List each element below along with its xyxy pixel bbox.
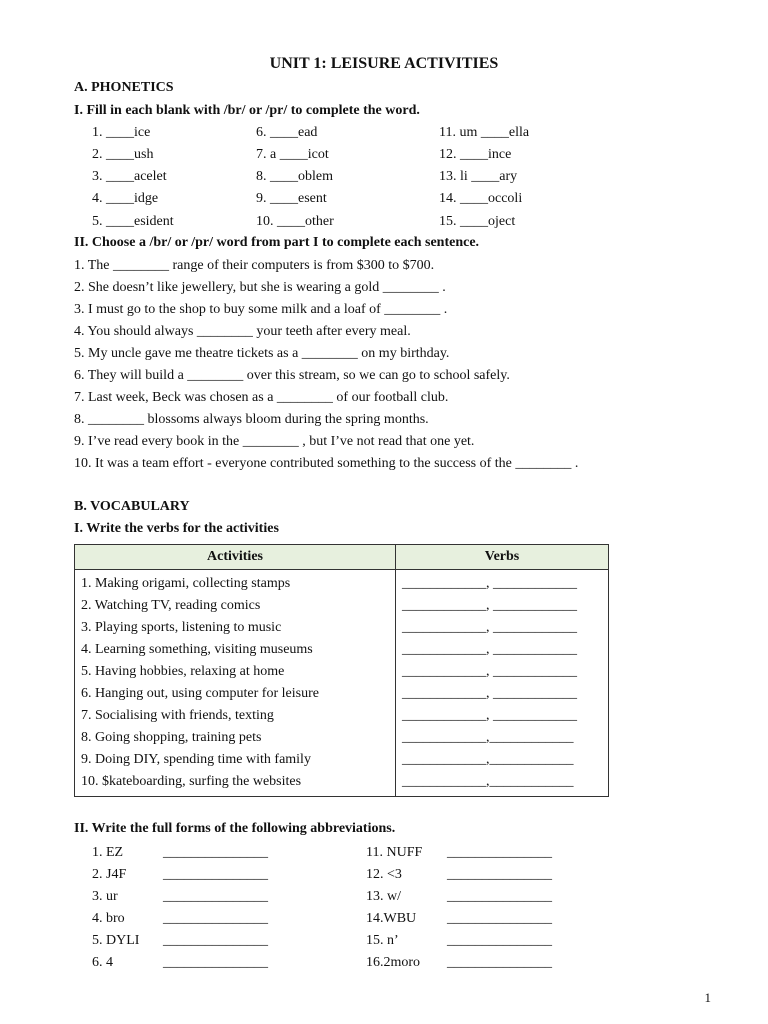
abbr-label: 14.WBU (366, 911, 417, 926)
activity-row: 7. Socialising with friends, texting (81, 708, 274, 723)
sentence: 1. The ________ range of their computers is from $300 to $700. (74, 258, 435, 273)
phonetics-item: 5. ____esident (92, 214, 174, 229)
abbr-blank: _______________ (447, 845, 552, 860)
verb-blank: ____________, ____________ (402, 620, 577, 635)
abbr-blank: _______________ (163, 933, 268, 948)
sentence: 6. They will build a ________ over this stream, so we can go to school safely. (74, 368, 510, 383)
phonetics-item: 12. ____ince (439, 147, 512, 162)
abbr-label: 16.2moro (366, 955, 421, 970)
activity-row: 10. $kateboarding, surfing the websites (81, 774, 302, 789)
phonetics-item: 15. ____oject (439, 214, 516, 229)
page-title: UNIT 1: LEISURE ACTIVITIES (269, 55, 499, 72)
activities-header: Activities (75, 545, 396, 570)
part2-instruction: II. Choose a /br/ or /pr/ word from part I to complete each sentence. (74, 235, 480, 250)
abbr-label: 13. w/ (366, 889, 401, 904)
phonetics-item: 9. ____esent (256, 191, 327, 206)
activity-row: 9. Doing DIY, spending time with family (81, 752, 311, 767)
verbs-cell (396, 570, 609, 797)
phonetics-item: 7. a ____icot (256, 147, 329, 162)
abbr-label: 12. <3 (366, 867, 402, 882)
activity-row: 2. Watching TV, reading comics (81, 598, 261, 613)
verbs-header: Verbs (396, 545, 609, 570)
phonetics-item: 1. ____ice (92, 125, 151, 140)
verb-blank: ____________, ____________ (402, 664, 577, 679)
sentence: 7. Last week, Beck was chosen as a ________ of our football club. (74, 390, 449, 405)
sentence: 5. My uncle gave me theatre tickets as a ________ on my birthday. (74, 346, 450, 361)
activity-row: 4. Learning something, visiting museums (81, 642, 313, 657)
verb-blank: ____________, ____________ (402, 642, 577, 657)
activities-cell (75, 570, 396, 797)
abbr-label: 5. DYLI (92, 933, 140, 948)
phonetics-item: 10. ____other (256, 214, 334, 229)
section-b-heading: B. VOCABULARY (74, 499, 190, 514)
activity-row: 1. Making origami, collecting stamps (81, 576, 291, 591)
part1-instruction: I. Fill in each blank with /br/ or /pr/ to complete the word. (74, 103, 420, 118)
verb-blank: ____________, ____________ (402, 576, 577, 591)
sentence: 9. I’ve read every book in the ________ , but I’ve not read that one yet. (74, 434, 475, 449)
activity-row: 3. Playing sports, listening to music (81, 620, 282, 635)
abbr-blank: _______________ (447, 889, 552, 904)
sentence: 3. I must go to the shop to buy some milk and a loaf of ________ . (74, 302, 448, 317)
abbr-label: 4. bro (92, 911, 125, 926)
vocab-part1-instruction: I. Write the verbs for the activities (74, 521, 279, 536)
abbr-blank: _______________ (163, 911, 268, 926)
abbr-blank: _______________ (163, 867, 268, 882)
activity-row: 6. Hanging out, using computer for leisure (81, 686, 319, 701)
phonetics-item: 3. ____acelet (92, 169, 167, 184)
abbr-blank: _______________ (163, 955, 268, 970)
activity-row: 5. Having hobbies, relaxing at home (81, 664, 285, 679)
phonetics-item: 14. ____occoli (439, 191, 523, 206)
verb-blank: ____________, ____________ (402, 708, 577, 723)
page-number: 1 (704, 990, 711, 1005)
abbr-label: 15. n’ (366, 933, 399, 948)
activities-table (74, 544, 609, 797)
abbr-label: 3. ur (92, 889, 118, 904)
abbr-label: 2. J4F (92, 867, 127, 882)
abbr-label: 6. 4 (92, 955, 113, 970)
abbr-label: 1. EZ (92, 845, 124, 860)
verb-blank: ____________,____________ (402, 752, 574, 767)
abbr-blank: _______________ (163, 889, 268, 904)
section-a-heading: A. PHONETICS (74, 80, 174, 95)
sentence: 8. ________ blossoms always bloom during the spring months. (74, 412, 429, 427)
sentence: 4. You should always ________ your teeth after every meal. (74, 324, 411, 339)
verb-blank: ____________,____________ (402, 774, 574, 789)
phonetics-item: 11. um ____ella (439, 125, 530, 140)
phonetics-item: 13. li ____ary (439, 169, 518, 184)
sentence: 10. It was a team effort - everyone contributed something to the success of the ________ . (74, 456, 579, 471)
sentence: 2. She doesn’t like jewellery, but she is wearing a gold ________ . (74, 280, 446, 295)
vocab-part2-instruction: II. Write the full forms of the following abbreviations. (74, 821, 396, 836)
verb-blank: ____________, ____________ (402, 598, 577, 613)
phonetics-item: 4. ____idge (92, 191, 159, 206)
abbr-blank: _______________ (447, 955, 552, 970)
phonetics-item: 6. ____ead (256, 125, 318, 140)
verb-blank: ____________, ____________ (402, 686, 577, 701)
verb-blank: ____________,____________ (402, 730, 574, 745)
phonetics-item: 8. ____oblem (256, 169, 333, 184)
phonetics-item: 2. ____ush (92, 147, 154, 162)
abbr-blank: _______________ (447, 867, 552, 882)
abbr-blank: _______________ (447, 911, 552, 926)
abbr-blank: _______________ (447, 933, 552, 948)
activity-row: 8. Going shopping, training pets (81, 730, 262, 745)
abbr-label: 11. NUFF (366, 845, 423, 860)
abbr-blank: _______________ (163, 845, 268, 860)
